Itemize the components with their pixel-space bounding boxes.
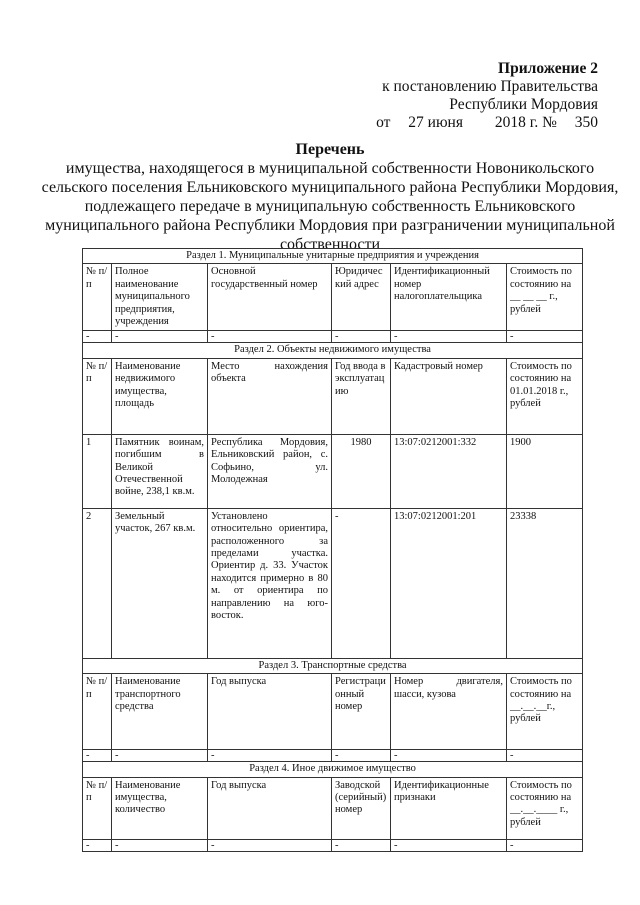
col-header: Полное наименование муниципального предприятия, учреждения — [112, 264, 208, 331]
decree-number: 350 — [574, 114, 598, 131]
table-cell: Памятник воинам, погибшим в Великой Отечественной войне, 238,1 кв.м. — [112, 434, 208, 508]
table-cell: Республика Мордовия, Ельниковский район, с. Софьино, ул. Молодежная — [208, 434, 332, 508]
col-header: Стоимость по состоянию на 01.01.2018 г., рублей — [507, 358, 583, 434]
section-1-columns — [83, 264, 583, 331]
col-header: Номер двигателя, шасси, кузова — [391, 674, 507, 750]
table-cell: - — [507, 839, 583, 851]
col-header: Наименование имущества, количество — [112, 777, 208, 839]
section-2-title: Раздел 2. Объекты недвижимого имущества — [83, 343, 583, 358]
table-cell: - — [112, 750, 208, 762]
col-header: Год выпуска — [208, 777, 332, 839]
appendix-title: Приложение 2 — [498, 60, 598, 77]
table-cell: - — [507, 331, 583, 343]
date-month: июня — [427, 114, 463, 131]
col-header: Юридический адрес — [332, 264, 391, 331]
section-1-title: Раздел 1. Муниципальные унитарные предприятия и учреждения — [83, 249, 583, 264]
appendix-line-3: Республики Мордовия — [449, 96, 598, 113]
table-row — [83, 750, 583, 762]
table-cell: - — [391, 331, 507, 343]
col-header: № п/п — [83, 674, 112, 750]
table-cell: 13:07:0212001:201 — [391, 508, 507, 658]
col-header: Идентификационные признаки — [391, 777, 507, 839]
table-cell: - — [208, 331, 332, 343]
col-header: Год ввода в эксплуатацию — [332, 358, 391, 434]
table-row — [83, 434, 583, 508]
col-header: № п/п — [83, 358, 112, 434]
table-cell: - — [208, 750, 332, 762]
table-cell: - — [112, 331, 208, 343]
section-3-columns — [83, 674, 583, 750]
col-header: Год выпуска — [208, 674, 332, 750]
date-prefix: от — [376, 114, 391, 131]
table-cell: Установлено относительно ориентира, расположенного за пределами участка. Ориентир д. 33. Участок находится примерно в 80 м. от ориентира по направлению на юго-восток. — [208, 508, 332, 658]
table-cell: - — [391, 839, 507, 851]
table-row — [83, 331, 583, 343]
col-header: Регистрационный номер — [332, 674, 391, 750]
table-cell: - — [332, 750, 391, 762]
section-2-columns — [83, 358, 583, 434]
col-header: Стоимость по состоянию на __ __ __ г., рублей — [507, 264, 583, 331]
property-table — [82, 248, 583, 852]
table-row — [83, 508, 583, 658]
table-row — [83, 839, 583, 851]
date-day: 27 — [408, 114, 424, 131]
col-header: № п/п — [83, 777, 112, 839]
table-cell: - — [83, 750, 112, 762]
table-cell: - — [112, 839, 208, 851]
appendix-date-line — [376, 114, 598, 132]
col-header: Основной государственный номер — [208, 264, 332, 331]
col-header: Идентификационный номер налогоплательщика — [391, 264, 507, 331]
section-1-header — [83, 249, 583, 264]
col-header: Наименование транспортного средства — [112, 674, 208, 750]
section-3-title: Раздел 3. Транспортные средства — [83, 658, 583, 673]
table-cell: - — [332, 508, 391, 658]
date-year: 2018 г. — [494, 114, 539, 131]
table-cell: - — [332, 331, 391, 343]
appendix-line-2: к постановлению Правительства — [382, 78, 598, 95]
col-header: Место нахождения объекта — [208, 358, 332, 434]
table-cell: 1 — [83, 434, 112, 508]
document-heading — [40, 140, 620, 254]
table-cell: - — [83, 839, 112, 851]
table-cell: - — [332, 839, 391, 851]
section-4-columns — [83, 777, 583, 839]
table-cell: 1900 — [507, 434, 583, 508]
table-cell: - — [83, 331, 112, 343]
col-header: Кадастровый номер — [391, 358, 507, 434]
col-header: Наименование недвижимого имущества, площадь — [112, 358, 208, 434]
col-header: Заводской (серийный) номер — [332, 777, 391, 839]
col-header: № п/п — [83, 264, 112, 331]
table-cell: 2 — [83, 508, 112, 658]
table-cell: - — [391, 750, 507, 762]
table-cell: Земельный участок, 267 кв.м. — [112, 508, 208, 658]
section-4-title: Раздел 4. Иное движимое имущество — [83, 762, 583, 777]
section-2-header — [83, 343, 583, 358]
col-header: Стоимость по состоянию на __.__.__г., рублей — [507, 674, 583, 750]
table-cell: - — [507, 750, 583, 762]
number-sign: № — [542, 114, 557, 131]
appendix-block — [376, 60, 598, 132]
document-subtitle: имущества, находящегося в муниципальной собственности Новоникольского сельского поселения Ельниковского муниципального района Республики Мордовия, подлежащего передаче в муниципальную собственность Ельниковского муниципального района Республики Мордовия при разграничении муниципальной собственности — [41, 160, 619, 253]
table-cell: - — [208, 839, 332, 851]
section-3-header — [83, 658, 583, 673]
table-cell: 23338 — [507, 508, 583, 658]
document-title: Перечень — [295, 141, 365, 158]
col-header: Стоимость по состоянию на __.__.____ г., рублей — [507, 777, 583, 839]
section-4-header — [83, 762, 583, 777]
table-cell: 1980 — [332, 434, 391, 508]
table-cell: 13:07:0212001:332 — [391, 434, 507, 508]
